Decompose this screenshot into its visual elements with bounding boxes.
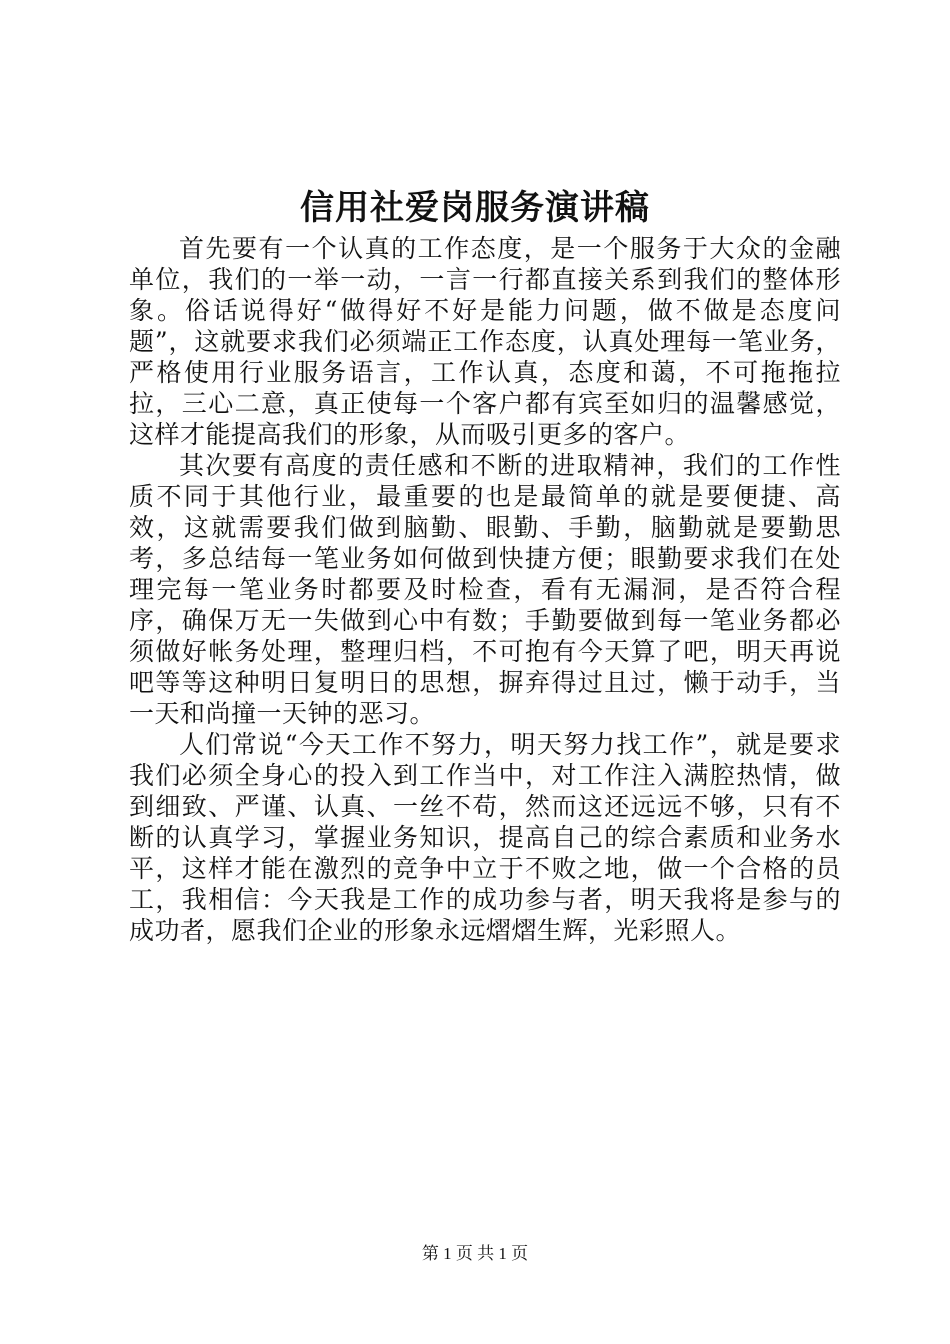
paragraph-1: 首先要有一个认真的工作态度，是一个服务于大众的金融单位，我们的一举一动，一言一行都直接关系到我们的整体形象。俗话说得好“做得好不好是能力问题，做不做是态度问题”，这就要求我们必须端正工作态度，认真处理每一笔业务，严格使用行业服务语言，工作认真，态度和蔼，不可拖拖拉拉，三心二意，真正使每一个客户都有宾至如归的温馨感觉，这样才能提高我们的形象，从而吸引更多的客户。 <box>129 234 841 449</box>
paragraph-3: 人们常说“今天工作不努力，明天努力找工作”，就是要求我们必须全身心的投入到工作当中，对工作注入满腔热情，做到细致、严谨、认真、一丝不苟，然而这还远远不够，只有不断的认真学习，掌握业务知识，提高自己的综合素质和业务水平，这样才能在激烈的竞争中立于不败之地，做一个合格的员工，我相信：今天我是工作的成功参与者，明天我将是参与的成功者，愿我们企业的形象永远熠熠生辉，光彩照人。 <box>129 730 841 945</box>
document-title: 信用社爱岗服务演讲稿 <box>300 188 650 228</box>
paragraph-2: 其次要有高度的责任感和不断的进取精神，我们的工作性质不同于其他行业，最重要的也是最简单的就是要便捷、高效，这就需要我们做到脑勤、眼勤、手勤，脑勤就是要勤思考，多总结每一笔业务如何做到快捷方便；眼勤要求我们在处理完每一笔业务时都要及时检查，看有无漏洞，是否符合程序，确保万无一失做到心中有数；手勤要做到每一笔业务都必须做好帐务处理，整理归档，不可抱有今天算了吧，明天再说吧等等这种明日复明日的思想，摒弃得过且过，懒于动手，当一天和尚撞一天钟的恶习。 <box>129 451 841 728</box>
document-body <box>129 233 841 946</box>
page-footer: 第 1 页 共 1 页 <box>421 1244 529 1263</box>
